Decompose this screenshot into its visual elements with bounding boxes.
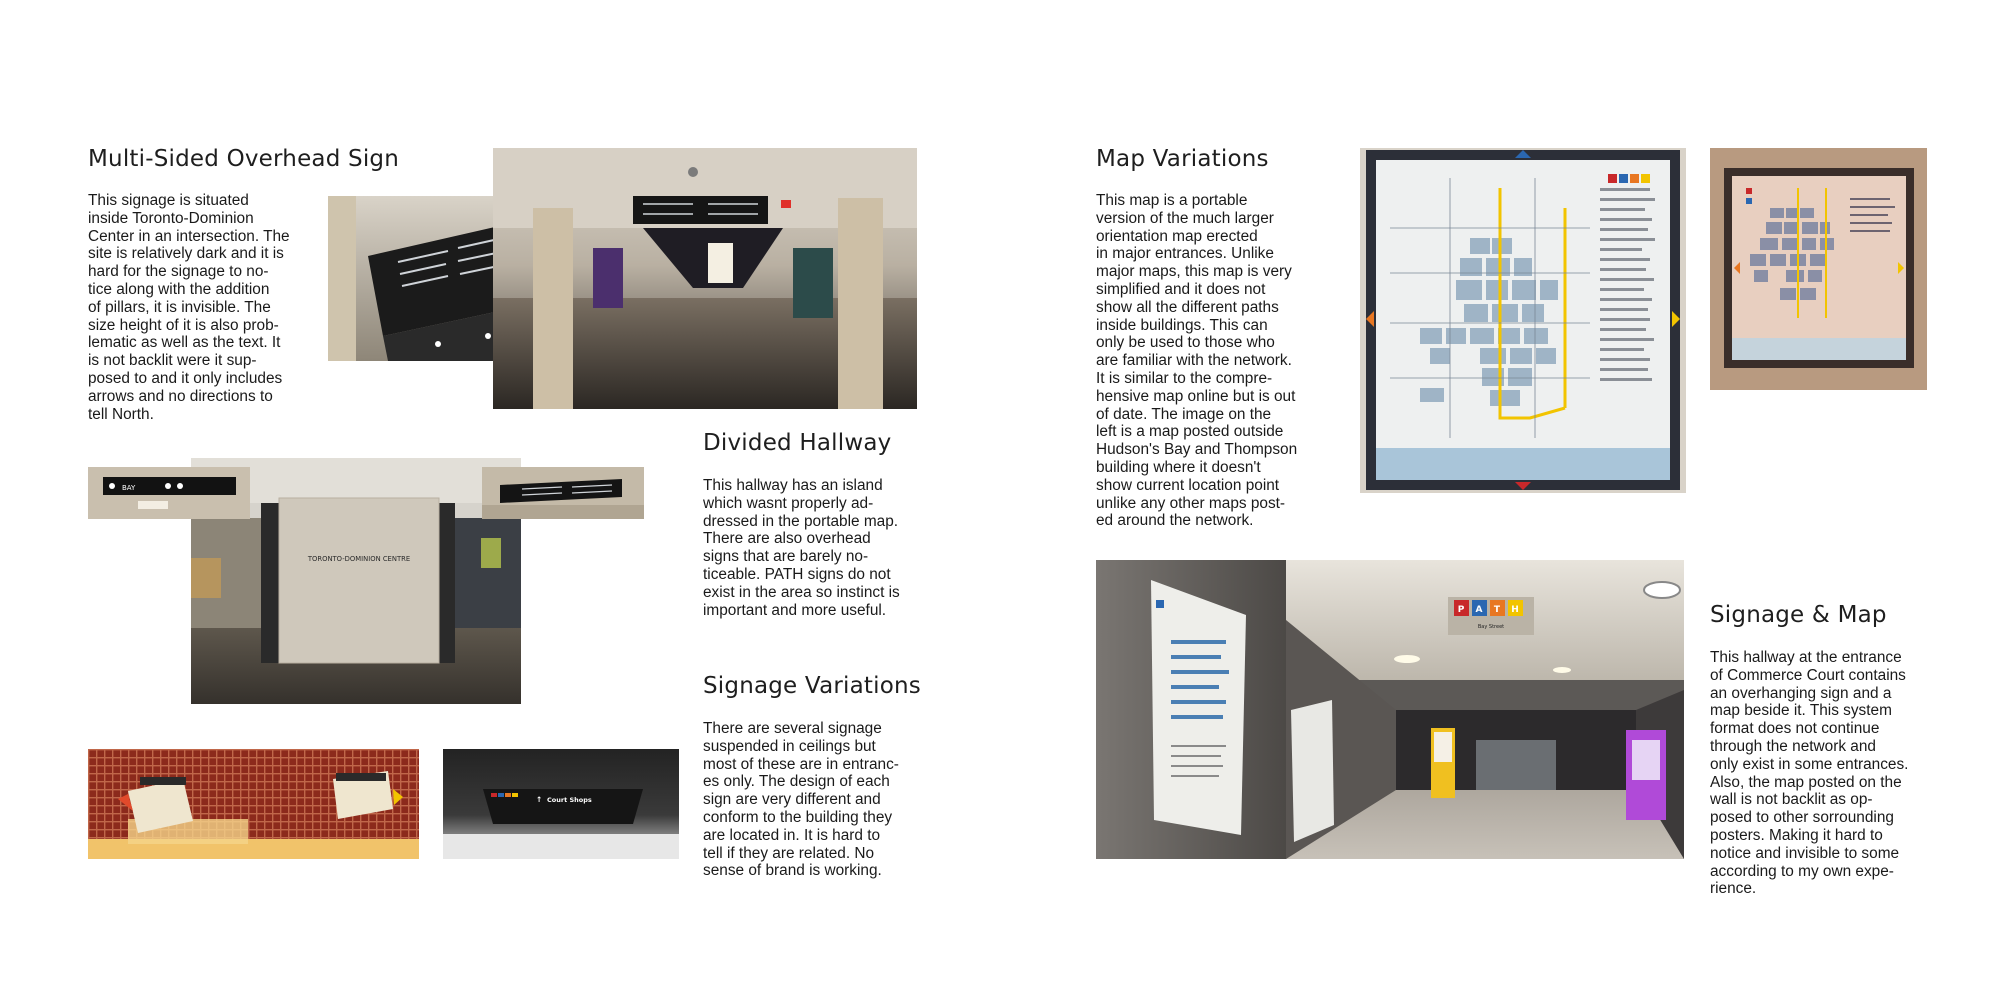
- text-line: map beside it. This system: [1710, 702, 1892, 720]
- text-line: lematic as well as the text. It: [88, 334, 281, 352]
- text-line: size height of it is also prob-: [88, 316, 279, 334]
- text-line: sign are very different and: [703, 791, 881, 809]
- text-line: This map is a portable: [1096, 192, 1248, 209]
- text-line: hensive map online but is out: [1096, 387, 1296, 405]
- text-line: which wasnt properly ad-: [703, 494, 874, 512]
- text-line: orientation map erected: [1096, 227, 1258, 245]
- text-line: Hudson's Bay and Thompson: [1096, 441, 1298, 459]
- text-line: show current location point: [1096, 476, 1280, 494]
- text-line: It is similar to the compre-: [1096, 369, 1273, 387]
- text-line: This hallway has an island: [703, 477, 883, 494]
- signage-map-text: [1710, 649, 1908, 898]
- text-line: of pillars, it is invisible. The: [88, 298, 271, 316]
- td-wall-lettering: TORONTO-DOMINION CENTRE: [307, 555, 411, 563]
- text-line: site is relatively dark and it is: [88, 245, 284, 263]
- bay-sign-text: BAY: [122, 484, 136, 492]
- text-line: is not backlit were it sup-: [88, 352, 257, 370]
- text-line: posters. Making it hard to: [1710, 826, 1883, 844]
- small-path-map-photo: [1710, 148, 1927, 390]
- text-line: format does not continue: [1710, 720, 1880, 738]
- text-line: tell if they are related. No: [703, 844, 875, 862]
- divided-hallway-text: [703, 477, 900, 619]
- svg-text:↑: ↑: [536, 795, 543, 804]
- text-line: conform to the building they: [703, 808, 893, 826]
- text-line: signs that are barely no-: [703, 548, 869, 566]
- text-line: important and more useful.: [703, 601, 887, 619]
- path-letter-h: H: [1511, 605, 1519, 615]
- overhead-sign-text: [88, 192, 290, 423]
- text-line: wall is not backlit as op-: [1710, 791, 1873, 809]
- td-corridor-photo: [493, 148, 917, 409]
- text-line: ed around the network.: [1096, 512, 1254, 530]
- text-line: of date. The image on the: [1096, 405, 1272, 423]
- text-line: according to my own expe-: [1710, 862, 1894, 880]
- text-line: Center in an intersection. The: [88, 227, 290, 245]
- map-variations-title: Map Variations: [1096, 146, 1269, 172]
- path-letter-a: A: [1475, 605, 1483, 615]
- text-line: only exist in some entrances.: [1710, 755, 1909, 773]
- text-line: through the network and: [1710, 737, 1876, 755]
- text-line: notice and invisible to some: [1710, 844, 1900, 862]
- overhead-sign-title: Multi-Sided Overhead Sign: [88, 146, 399, 172]
- text-line: exist in the area so instinct is: [703, 583, 900, 601]
- text-line: This signage is situated: [88, 192, 249, 209]
- text-line: There are also overhead: [703, 530, 871, 548]
- text-line: There are several signage: [703, 720, 882, 737]
- text-line: hard for the signage to no-: [88, 263, 269, 281]
- text-line: of Commerce Court contains: [1710, 666, 1906, 684]
- red-ceiling-signs-photo: [88, 749, 419, 859]
- bay-overhead-sign-photo: [88, 467, 250, 519]
- text-line: are located in. It is hard to: [703, 826, 881, 844]
- text-line: tell North.: [88, 405, 154, 423]
- text-line: in major entrances. Unlike: [1096, 245, 1274, 263]
- text-line: This hallway at the entrance: [1710, 649, 1902, 666]
- commerce-court-hallway-photo: [1096, 560, 1684, 859]
- text-line: rience.: [1710, 880, 1757, 898]
- text-line: inside Toronto-Dominion: [88, 209, 254, 227]
- text-line: show all the different paths: [1096, 298, 1279, 316]
- text-line: suspended in ceilings but: [703, 737, 876, 755]
- text-line: only be used to those who: [1096, 334, 1275, 352]
- bay-street-label: Bay Street: [1477, 624, 1505, 630]
- text-line: dressed in the portable map.: [703, 512, 899, 530]
- text-line: posed to other sorrounding: [1710, 809, 1894, 827]
- text-line: Also, the map posted on the: [1710, 773, 1902, 791]
- text-line: version of the much larger: [1096, 209, 1274, 227]
- portable-path-map-photo: [1360, 148, 1686, 493]
- text-line: inside buildings. This can: [1096, 316, 1268, 334]
- text-line: unlike any other maps post-: [1096, 494, 1286, 512]
- text-line: are familiar with the network.: [1096, 352, 1292, 370]
- text-line: an overhanging sign and a: [1710, 684, 1892, 702]
- text-line: sense of brand is working.: [703, 862, 882, 880]
- text-line: most of these are in entranc-: [703, 755, 899, 773]
- text-line: building where it doesn't: [1096, 458, 1261, 476]
- signage-variations-text: [703, 720, 899, 880]
- map-variations-text: [1096, 192, 1297, 530]
- path-letter-p: P: [1457, 605, 1465, 615]
- text-line: posed to and it only includes: [88, 369, 283, 387]
- court-shops-text: Court Shops: [547, 796, 592, 804]
- text-line: tice along with the addition: [88, 280, 270, 298]
- text-line: simplified and it does not: [1096, 280, 1266, 298]
- text-line: major maps, this map is very: [1096, 263, 1292, 281]
- text-line: arrows and no directions to: [88, 387, 273, 405]
- overhead-sign-right-photo: [482, 467, 644, 519]
- divided-hallway-title: Divided Hallway: [703, 430, 892, 456]
- text-line: es only. The design of each: [703, 773, 890, 791]
- court-shops-sign-photo: [443, 749, 679, 859]
- path-letter-t: T: [1493, 605, 1501, 615]
- text-line: left is a map posted outside: [1096, 423, 1284, 441]
- signage-variations-title: Signage Variations: [703, 673, 921, 699]
- signage-map-title: Signage & Map: [1710, 602, 1887, 628]
- text-line: ticeable. PATH signs do not: [703, 565, 891, 583]
